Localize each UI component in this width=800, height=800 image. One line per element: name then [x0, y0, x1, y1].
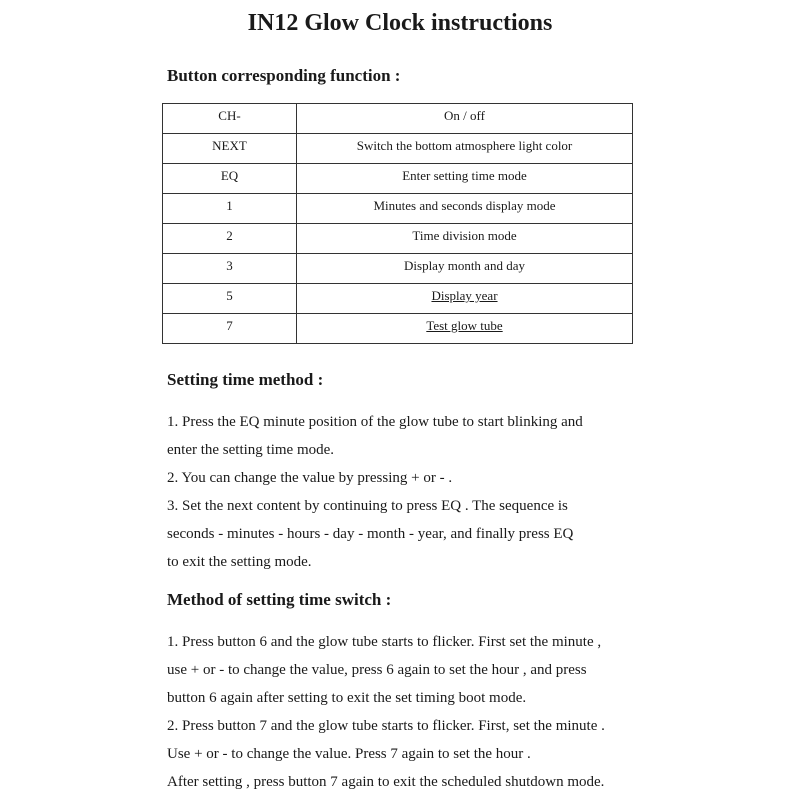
button-cell: 3 — [163, 254, 297, 284]
buttons-heading: Button corresponding function : — [167, 66, 401, 85]
instruction-line: Use + or - to change the value. Press 7 again to set the hour . — [167, 746, 531, 762]
button-cell: NEXT — [163, 134, 297, 164]
button-cell: 1 — [163, 194, 297, 224]
button-cell: EQ — [163, 164, 297, 194]
instruction-line: seconds - minutes - hours - day - month - year, and finally press EQ — [167, 526, 574, 542]
function-cell — [297, 284, 633, 314]
function-cell: Switch the bottom atmosphere light color — [297, 134, 633, 164]
time-switch-instructions — [167, 628, 605, 796]
instruction-line: 1. Press button 6 and the glow tube starts to flicker. First set the minute , — [167, 634, 602, 650]
button-function-table — [162, 103, 633, 344]
instruction-line: use + or - to change the value, press 6 again to set the hour , and press — [167, 662, 587, 678]
function-cell: Minutes and seconds display mode — [297, 194, 633, 224]
instruction-line: to exit the setting mode. — [167, 554, 312, 570]
instruction-line: button 6 again after setting to exit the set timing boot mode. — [167, 690, 527, 706]
table-row — [163, 104, 633, 134]
document-title: IN12 Glow Clock instructions — [247, 10, 553, 36]
table-row — [163, 284, 633, 314]
time-switch-heading: Method of setting time switch : — [167, 590, 392, 609]
function-cell: Time division mode — [297, 224, 633, 254]
function-cell: Enter setting time mode — [297, 164, 633, 194]
function-cell: On / off — [297, 104, 633, 134]
table-row — [163, 134, 633, 164]
instruction-line: 3. Set the next content by continuing to press EQ . The sequence is — [167, 498, 568, 514]
button-cell: CH- — [163, 104, 297, 134]
instruction-line: 1. Press the EQ minute position of the glow tube to start blinking and — [167, 414, 583, 430]
button-cell: 2 — [163, 224, 297, 254]
table-row — [163, 314, 633, 344]
setting-time-heading: Setting time method : — [167, 370, 324, 389]
instruction-line: enter the setting time mode. — [167, 442, 335, 458]
function-text: Test glow tube — [426, 318, 503, 333]
table-row — [163, 164, 633, 194]
instruction-line: 2. You can change the value by pressing + or - . — [167, 470, 453, 486]
function-cell: Display month and day — [297, 254, 633, 284]
table-row — [163, 194, 633, 224]
function-cell — [297, 314, 633, 344]
table-row — [163, 224, 633, 254]
function-text: Display year — [431, 288, 498, 303]
button-cell: 5 — [163, 284, 297, 314]
table-row — [163, 254, 633, 284]
setting-time-instructions — [167, 408, 583, 576]
instruction-line: 2. Press button 7 and the glow tube starts to flicker. First, set the minute . — [167, 718, 605, 734]
instruction-line: After setting , press button 7 again to exit the scheduled shutdown mode. — [167, 774, 605, 790]
button-cell: 7 — [163, 314, 297, 344]
